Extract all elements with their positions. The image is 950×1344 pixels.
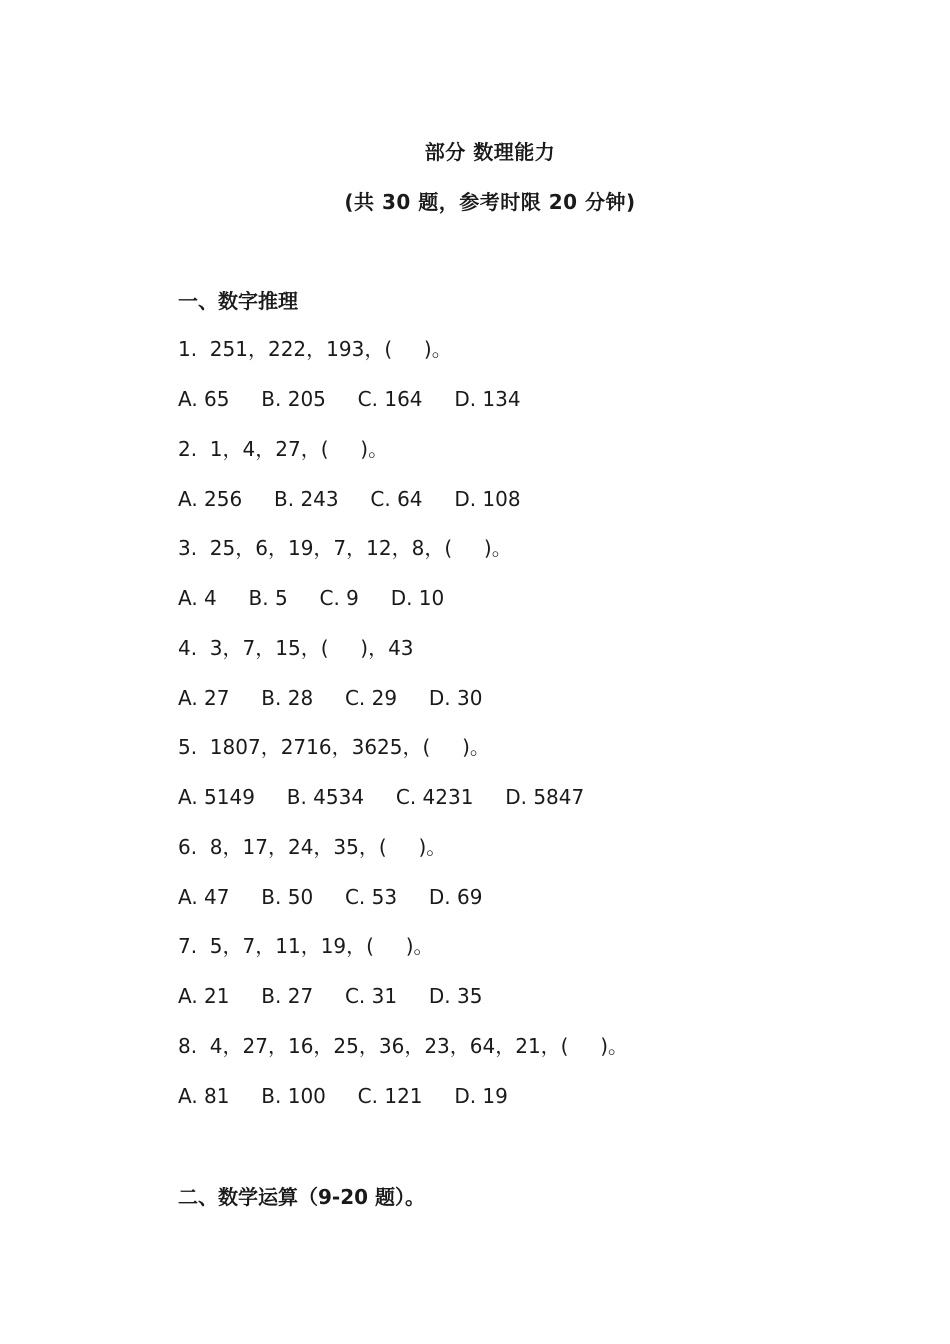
- question-3: 3. 25，6，19，7，12，8，( )。: [178, 536, 512, 560]
- section-heading-math-operations: 二、数学运算（9-20 题）。: [178, 1185, 426, 1209]
- question-5: 5. 1807，2716，3625，( )。: [178, 735, 490, 759]
- page-title: 部分 数理能力: [424, 140, 556, 164]
- options-6: A. 47 B. 50 C. 53 D. 69: [178, 885, 483, 909]
- question-8: 8. 4，27，16，25，36，23，64，21，( )。: [178, 1034, 629, 1058]
- question-1: 1. 251，222，193，( )。: [178, 337, 452, 361]
- options-7: A. 21 B. 27 C. 31 D. 35: [178, 984, 483, 1008]
- question-6: 6. 8，17，24，35，( )。: [178, 835, 447, 859]
- options-4: A. 27 B. 28 C. 29 D. 30: [178, 686, 483, 710]
- options-3: A. 4 B. 5 C. 9 D. 10: [178, 586, 445, 610]
- question-7: 7. 5，7，11，19，( )。: [178, 934, 434, 958]
- question-2: 2. 1，4，27，( )。: [178, 437, 389, 461]
- options-8: A. 81 B. 100 C. 121 D. 19: [178, 1084, 508, 1108]
- options-1: A. 65 B. 205 C. 164 D. 134: [178, 387, 521, 411]
- section-heading-number-reasoning: 一、数字推理: [178, 289, 298, 313]
- options-5: A. 5149 B. 4534 C. 4231 D. 5847: [178, 785, 585, 809]
- page-subtitle: (共 30 题，参考时限 20 分钟): [344, 190, 636, 214]
- options-2: A. 256 B. 243 C. 64 D. 108: [178, 487, 521, 511]
- question-4: 4. 3，7，15，( )，43: [178, 636, 414, 660]
